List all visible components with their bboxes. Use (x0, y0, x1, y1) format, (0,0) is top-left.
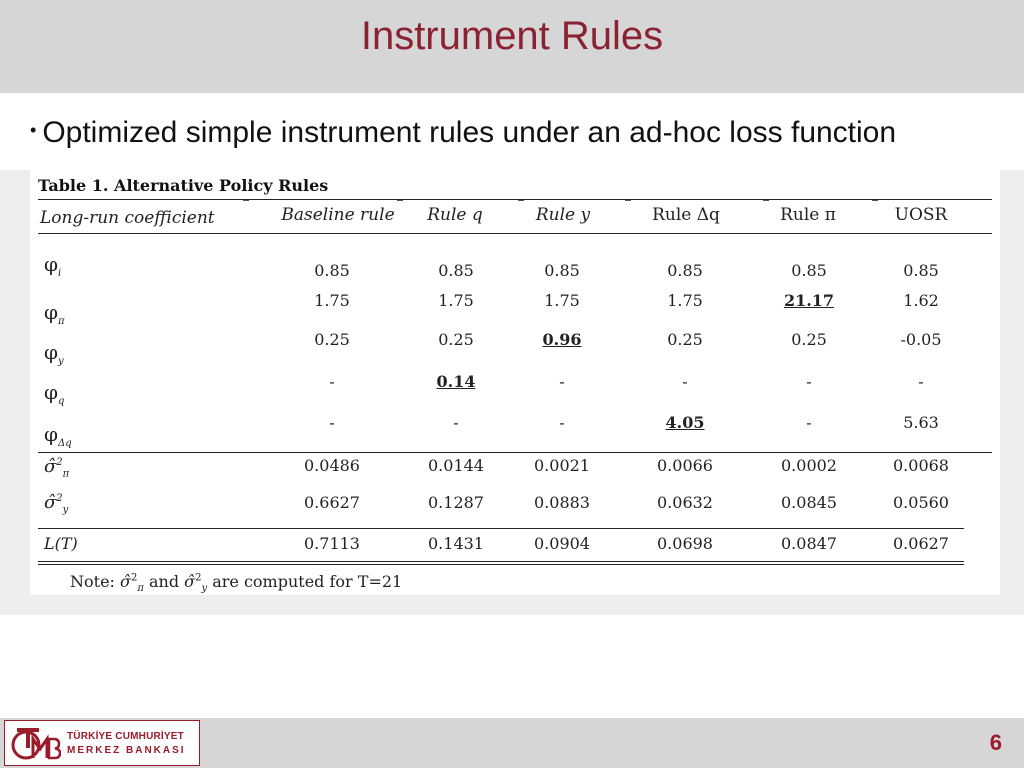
table-cell: 0.0883 (534, 493, 590, 512)
corner-header: Long-run coefficient (40, 208, 215, 228)
column-header: Rule π (780, 205, 836, 225)
row-label: $\varphi_i$ (44, 252, 62, 279)
table-cell: 0.85 (791, 261, 827, 280)
table-cell: 0.0066 (657, 456, 713, 475)
page-number: 6 (989, 730, 1002, 755)
column-header: Rule y (535, 205, 591, 225)
table-cell: 0.25 (791, 330, 827, 349)
table-cell: 0.85 (667, 261, 703, 280)
table-top-rule (38, 199, 992, 200)
table-cell-highlight: 4.05 (665, 413, 705, 432)
table-cell: - (559, 413, 565, 432)
table-cell: 0.1431 (428, 534, 484, 553)
header-tick (763, 200, 769, 201)
table-cell: 0.0847 (781, 534, 837, 553)
logo-text-line2: MERKEZ BANKASI (67, 745, 186, 756)
table-cell: 0.6627 (304, 493, 360, 512)
row-label: σ̂$^2_\pi$ (44, 456, 70, 480)
column-header: Baseline rule (281, 205, 395, 225)
table-cell: 0.85 (438, 261, 474, 280)
bank-logo (4, 720, 200, 766)
table-cell: 0.0002 (781, 456, 837, 475)
table-cell: 0.25 (438, 330, 474, 349)
coef-section-rule (38, 452, 992, 453)
table-cell: 0.7113 (304, 534, 360, 553)
table-cell: 0.0627 (893, 534, 949, 553)
table-cell: - (806, 413, 812, 432)
table-cell: - (329, 413, 335, 432)
header-tick (518, 200, 524, 201)
row-label: $\varphi_\pi$ (44, 300, 65, 327)
table-caption: Table 1. Alternative Policy Rules (38, 176, 329, 195)
table-bottom-rule (38, 564, 964, 565)
table-cell: 0.0904 (534, 534, 590, 553)
table-cell: - (329, 372, 335, 391)
table-cell: 0.0486 (304, 456, 360, 475)
variance-section-rule (38, 528, 964, 529)
tcmb-emblem-icon (11, 725, 61, 761)
table-note: Note: σ̂$^2_\pi$ and σ̂$^2_y$ are computed for T=21 (70, 572, 403, 595)
column-header: Rule q (427, 205, 483, 225)
table-cell-highlight: 0.96 (542, 330, 582, 349)
header-tick (243, 200, 249, 201)
table-cell: - (559, 372, 565, 391)
table-cell: 1.75 (544, 291, 580, 310)
table-cell: 0.0698 (657, 534, 713, 553)
table-cell: 0.85 (544, 261, 580, 280)
slide-title: Instrument Rules (360, 14, 664, 58)
table-cell: - (453, 413, 459, 432)
column-header: UOSR (894, 205, 948, 225)
table-cell: -0.05 (900, 330, 942, 349)
bullet-item (30, 116, 896, 150)
table-cell: - (682, 372, 688, 391)
table-cell: 0.0845 (781, 493, 837, 512)
row-label: L(T) (44, 534, 78, 553)
header-tick (625, 200, 631, 201)
table-cell: 0.0560 (893, 493, 949, 512)
row-label: $\varphi_q$ (44, 380, 65, 407)
table-cell: 0.0632 (657, 493, 713, 512)
header-bottom-rule (38, 233, 992, 234)
table-cell: 5.63 (903, 413, 939, 432)
table-image-area (0, 170, 1024, 615)
table-cell: 0.85 (903, 261, 939, 280)
column-header: Rule Δq (652, 205, 720, 225)
logo-text-line1: TÜRKİYE CUMHURİYET (67, 731, 184, 742)
policy-rules-table (30, 170, 1000, 595)
table-cell: 1.75 (438, 291, 474, 310)
table-cell: - (918, 372, 924, 391)
table-bottom-rule (38, 561, 964, 562)
table-cell-highlight: 21.17 (783, 291, 835, 310)
row-label: σ̂$^2_y$ (44, 492, 69, 516)
bullet-text: Optimized simple instrument rules under an ad-hoc loss function (42, 116, 897, 149)
header-tick (397, 200, 403, 201)
row-label: $\varphi_y$ (44, 340, 64, 367)
header-tick (872, 200, 878, 201)
table-cell: 0.25 (667, 330, 703, 349)
table-cell: 0.25 (314, 330, 350, 349)
table-cell: - (806, 372, 812, 391)
table-cell: 1.75 (314, 291, 350, 310)
table-cell-highlight: 0.14 (436, 372, 476, 391)
table-cell: 0.0068 (893, 456, 949, 475)
table-cell: 0.0021 (534, 456, 590, 475)
row-label: $\varphi_{\Delta q}$ (44, 422, 72, 449)
table-cell: 0.1287 (428, 493, 484, 512)
table-cell: 0.0144 (428, 456, 484, 475)
table-cell: 1.75 (667, 291, 703, 310)
table-cell: 0.85 (314, 261, 350, 280)
table-cell: 1.62 (903, 291, 939, 310)
bullet-dot-icon: • (30, 120, 37, 140)
